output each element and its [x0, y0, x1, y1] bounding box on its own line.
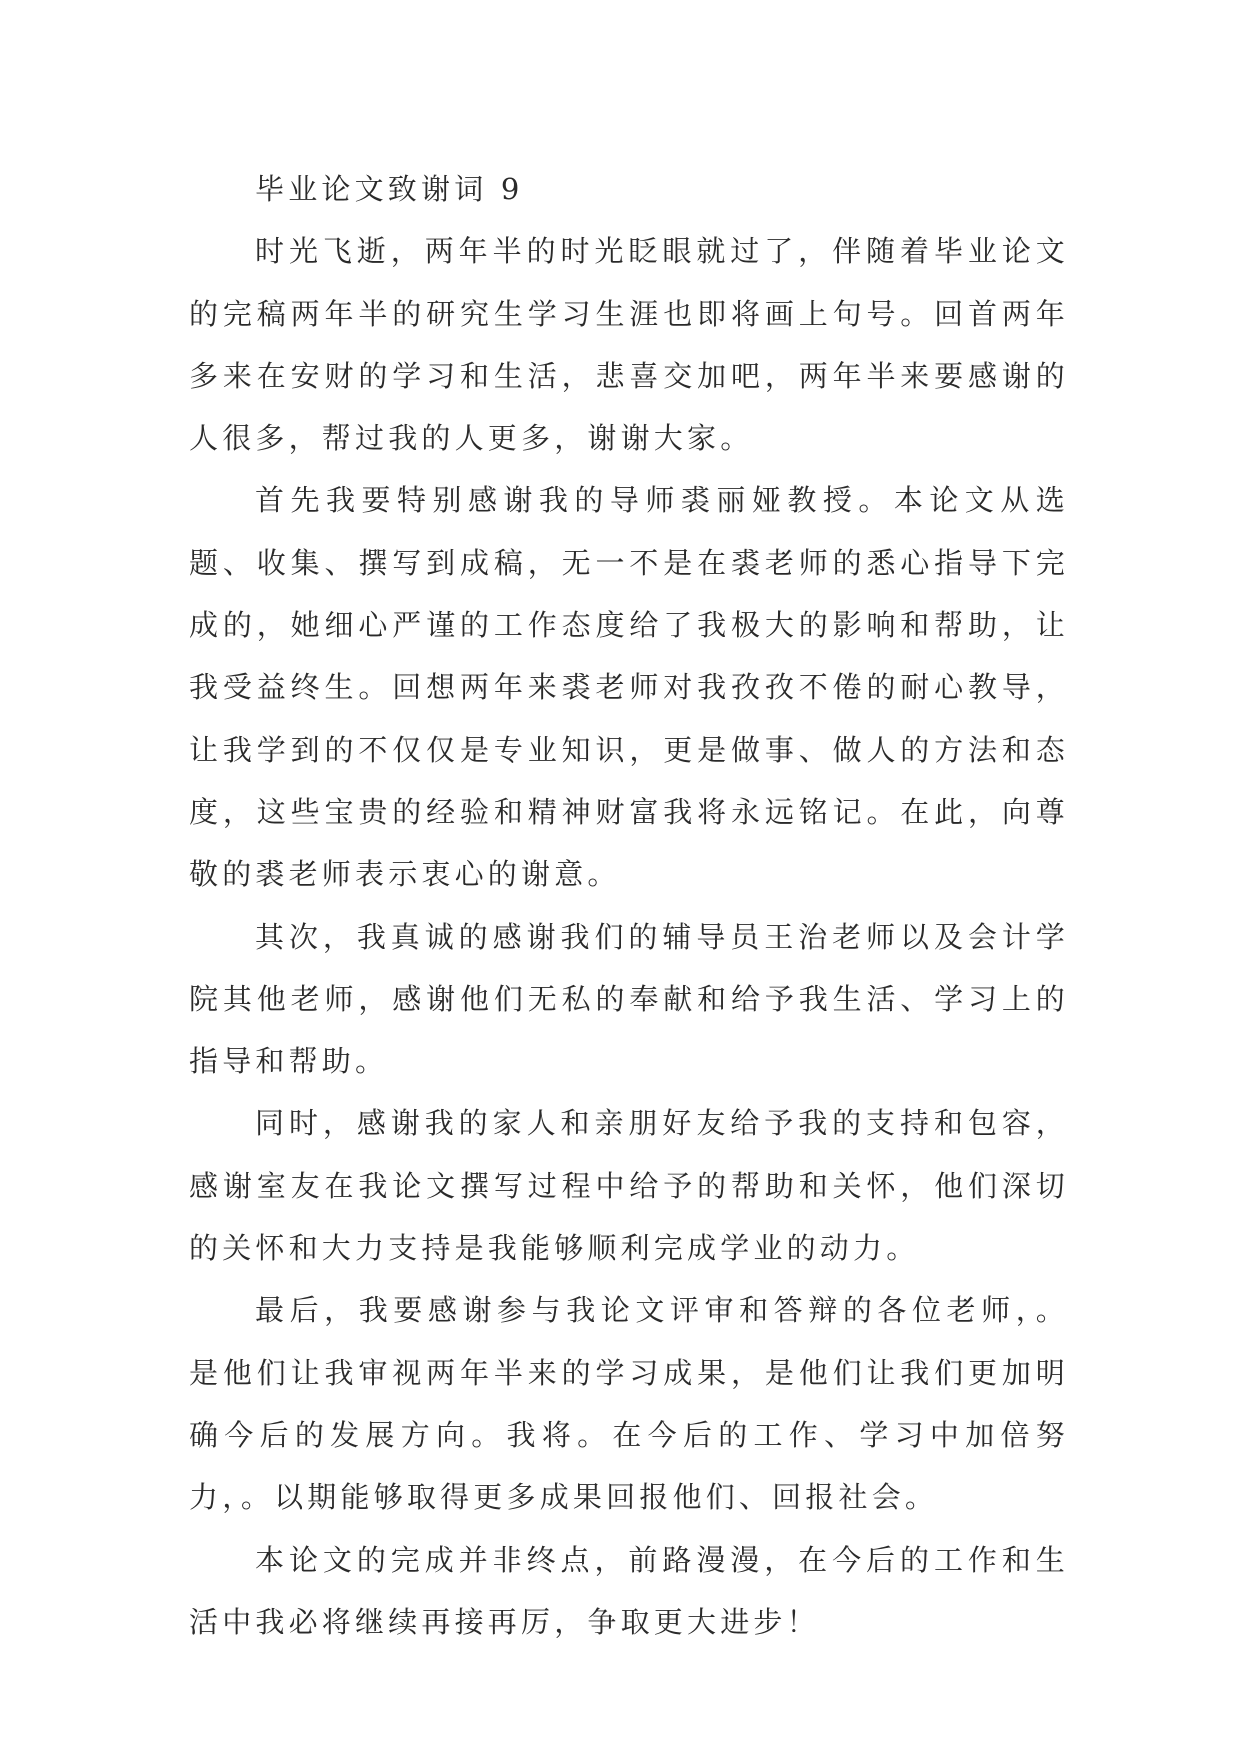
paragraph-counselor-thanks: 其次，我真诚的感谢我们的辅导员王治老师以及会计学院其他老师，感谢他们无私的奉献和给予我生活、学习上的指导和帮助。 [189, 919, 1069, 1079]
paragraph-advisor-thanks: 首先我要特别感谢我的导师裘丽娅教授。本论文从选题、收集、撰写到成稿，无一不是在裘老师的悉心指导下完成的，她细心严谨的工作态度给了我极大的影响和帮助，让我受益终生。回想两年来裘老师对我孜孜不倦的耐心教导，让我学到的不仅仅是专业知识，更是做事、做人的方法和态度，这些宝贵的经验和精神财富我将永远铭记。在此，向尊敬的裘老师表示衷心的谢意。 [189, 483, 1069, 892]
paragraph-committee-thanks: 最后，我要感谢参与我论文评审和答辩的各位老师，。是他们让我审视两年半来的学习成果，是他们让我们更加明确今后的发展方向。我将。在今后的工作、学习中加倍努力，。以期能够取得更多成果回报他们、回报社会。 [189, 1293, 1069, 1515]
document-title: 毕业论文致谢词 9 [255, 172, 524, 206]
paragraph-family-thanks: 同时，感谢我的家人和亲朋好友给予我的支持和包容，感谢室友在我论文撰写过程中给予的帮助和关怀，他们深切的关怀和大力支持是我能够顺利完成学业的动力。 [189, 1106, 1069, 1266]
document-body [189, 158, 1069, 1653]
paragraph-intro: 时光飞逝，两年半的时光眨眼就过了，伴随着毕业论文的完稿两年半的研究生学习生涯也即将画上句号。回首两年多来在安财的学习和生活，悲喜交加吧，两年半来要感谢的人很多，帮过我的人更多，谢谢大家。 [189, 234, 1069, 456]
paragraph-closing: 本论文的完成并非终点，前路漫漫，在今后的工作和生活中我必将继续再接再厉，争取更大进步！ [189, 1542, 1069, 1639]
